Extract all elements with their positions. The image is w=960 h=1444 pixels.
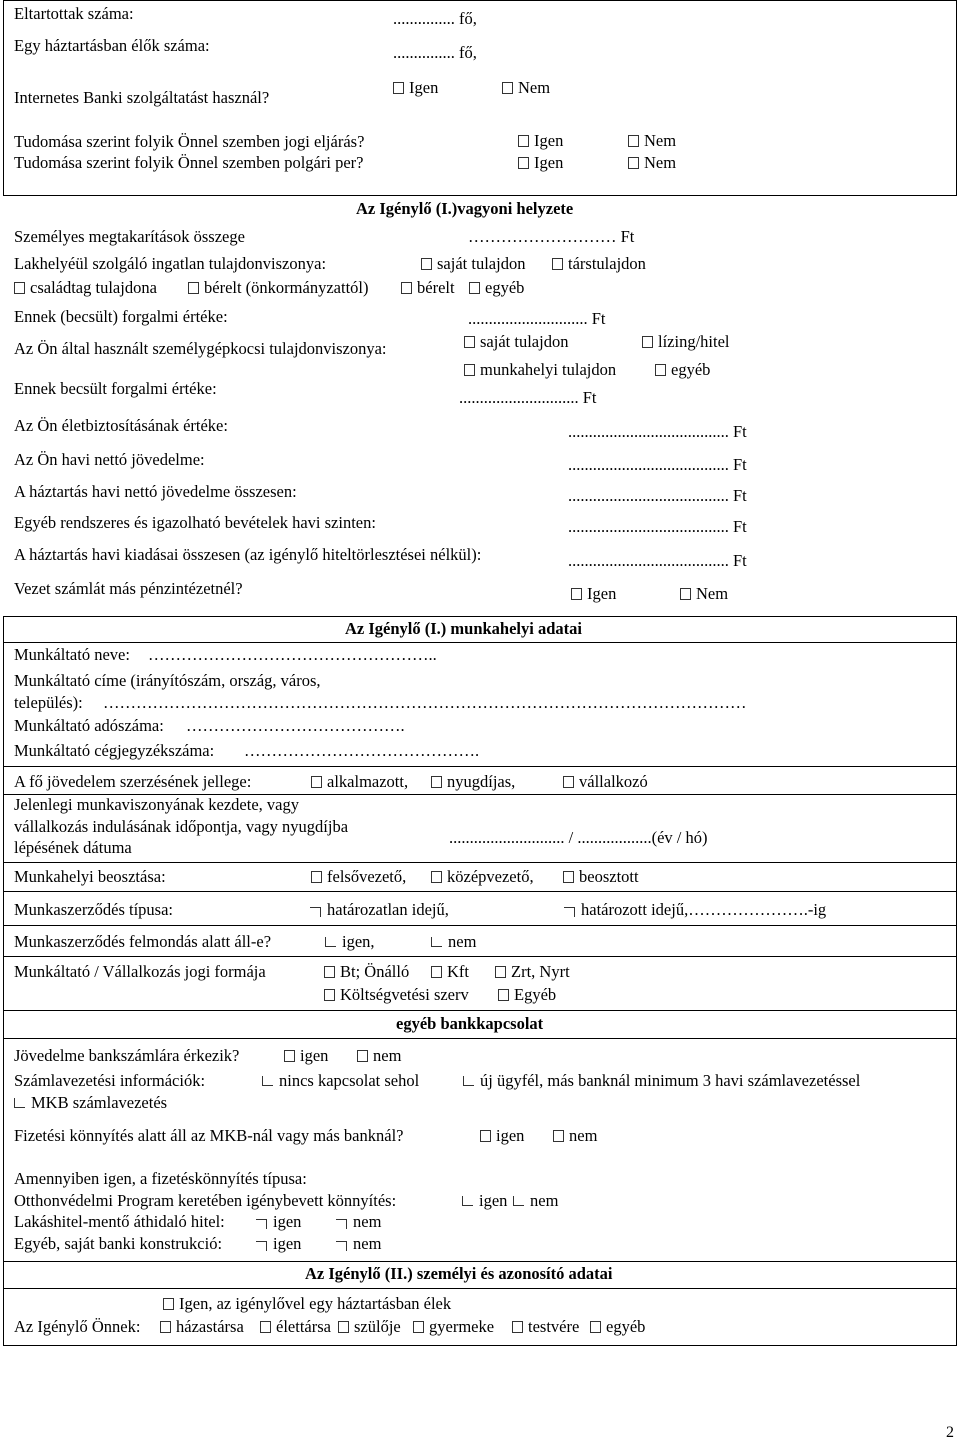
checkbox-icon xyxy=(256,1241,267,1251)
civil-case-yes[interactable]: Igen xyxy=(518,153,563,173)
notice-yes-option[interactable]: igen, xyxy=(325,932,375,952)
mortgage-rescue-no[interactable]: nem xyxy=(336,1212,381,1232)
checkbox-icon xyxy=(262,1076,273,1086)
checkbox-icon xyxy=(680,588,691,600)
household-income-field[interactable]: ....................................... Ft xyxy=(568,486,747,505)
mortgage-rescue-label: Lakáshitel-mentő áthidaló hitel: xyxy=(14,1212,225,1231)
checkbox-icon xyxy=(512,1321,523,1333)
checkbox-icon xyxy=(518,157,529,169)
own-construct-yes[interactable]: igen xyxy=(256,1234,301,1254)
checkbox-icon xyxy=(469,282,480,294)
car-own-option[interactable]: saját tulajdon xyxy=(464,332,568,352)
income-account-yes[interactable]: igen xyxy=(284,1046,328,1066)
checkbox-icon xyxy=(518,135,529,147)
start-date-label-2: vállalkozás indulásának időpontja, vagy nyugdíjba xyxy=(14,817,349,836)
checkbox-icon xyxy=(513,1196,524,1206)
home-rented-gov-option[interactable]: bérelt (önkormányzattól) xyxy=(188,278,368,298)
divider xyxy=(3,862,957,863)
checkbox-icon xyxy=(14,1098,25,1108)
life-insurance-field[interactable]: ....................................... Ft xyxy=(568,422,747,441)
checkbox-icon xyxy=(498,989,509,1001)
checkbox-icon xyxy=(431,776,442,788)
checkbox-icon xyxy=(14,282,25,294)
notice-no-option[interactable]: nem xyxy=(431,932,476,952)
car-value-field[interactable]: ............................. Ft xyxy=(459,388,597,407)
contract-type-label: Munkaszerződés típusa: xyxy=(14,900,173,919)
page-number: 2 xyxy=(946,1424,954,1441)
checkbox-icon xyxy=(571,588,582,600)
legal-case-no[interactable]: Nem xyxy=(628,131,676,151)
household-count-value-field[interactable]: ............... fő, xyxy=(393,43,477,62)
checkbox-icon xyxy=(464,336,475,348)
internet-banking-yes[interactable]: Igen xyxy=(393,78,438,98)
checkbox-icon xyxy=(553,1130,564,1142)
relation-sibling-option[interactable]: testvére xyxy=(512,1317,579,1337)
checkbox-icon xyxy=(336,1219,347,1229)
employer-reg-label: Munkáltató cégjegyzékszáma: xyxy=(14,741,215,760)
home-own-option[interactable]: saját tulajdon xyxy=(421,254,525,274)
checkbox-icon xyxy=(324,989,335,1001)
checkbox-icon xyxy=(421,258,432,270)
checkbox-icon xyxy=(628,157,639,169)
checkbox-icon xyxy=(495,966,506,978)
relation-parent-option[interactable]: szülője xyxy=(338,1317,401,1337)
checkbox-icon xyxy=(564,907,575,917)
car-leasing-option[interactable]: lízing/hitel xyxy=(642,332,730,352)
checkbox-icon xyxy=(431,937,442,947)
divider xyxy=(3,956,957,957)
life-insurance-label: Az Ön életbiztosításának értéke: xyxy=(14,416,228,435)
savings-value-field[interactable]: ……………………… Ft xyxy=(468,227,635,246)
account-info-label: Számlavezetési információk: xyxy=(14,1071,206,1090)
income-pension-option[interactable]: nyugdíjas, xyxy=(431,772,515,792)
income-entrepreneur-option[interactable]: vállalkozó xyxy=(563,772,648,792)
dependents-value-field[interactable]: ............... fő, xyxy=(393,9,477,28)
checkbox-icon xyxy=(552,258,563,270)
legal-form-zrt-option[interactable]: Zrt, Nyrt xyxy=(495,962,570,982)
assets-title: Az Igénylő (I.)vagyoni helyzete xyxy=(356,199,574,218)
checkbox-icon xyxy=(480,1130,491,1142)
other-bank-yes[interactable]: Igen xyxy=(571,584,616,604)
divider xyxy=(3,925,957,926)
car-ownership-label: Az Ön által használt személygépkocsi tulajdonviszonya: xyxy=(14,339,387,358)
household-income-label: A háztartás havi nettó jövedelme összesen: xyxy=(14,482,297,501)
checkbox-icon xyxy=(338,1321,349,1333)
checkbox-icon xyxy=(188,282,199,294)
monthly-income-label: Az Ön havi nettó jövedelme: xyxy=(14,450,205,469)
position-top-mgr-option[interactable]: felsővezető, xyxy=(311,867,406,887)
household-count-label: Egy háztartásban élők száma: xyxy=(14,36,210,55)
employer-tax-label: Munkáltató adószáma: xyxy=(14,716,164,735)
account-new-client-option[interactable]: új ügyfél, más banknál minimum 3 havi számlavezetéssel xyxy=(463,1071,860,1091)
payment-relief-yes[interactable]: igen xyxy=(480,1126,524,1146)
other-income-label: Egyéb rendszeres és igazolható bevételek havi szinten: xyxy=(14,513,376,532)
checkbox-icon xyxy=(325,937,336,947)
checkbox-icon xyxy=(311,871,322,883)
checkbox-icon xyxy=(431,871,442,883)
mortgage-rescue-yes[interactable]: igen xyxy=(256,1212,301,1232)
checkbox-icon xyxy=(642,336,653,348)
checkbox-icon xyxy=(160,1321,171,1333)
checkbox-icon xyxy=(502,82,513,94)
bank-title: egyéb bankkapcsolat xyxy=(396,1014,544,1033)
market-value-field[interactable]: ............................. Ft xyxy=(468,309,606,328)
checkbox-icon xyxy=(357,1050,368,1062)
relation-label: Az Igénylő Önnek: xyxy=(14,1317,141,1336)
legal-form-budget-option[interactable]: Költségvetési szerv xyxy=(324,985,469,1005)
account-no-relation-option[interactable]: nincs kapcsolat sehol xyxy=(262,1071,419,1091)
notice-label: Munkaszerződés felmondás alatt áll-e? xyxy=(14,932,272,951)
start-date-label-1: Jelenlegi munkaviszonyának kezdete, vagy xyxy=(14,795,299,814)
same-household-option[interactable]: Igen, az igénylővel egy háztartásban élek xyxy=(163,1294,451,1314)
other-income-field[interactable]: ....................................... Ft xyxy=(568,517,747,536)
payment-relief-label: Fizetési könnyítés alatt áll az MKB-nál vagy más banknál? xyxy=(14,1126,404,1145)
checkbox-icon xyxy=(462,1196,473,1206)
employer-tax-field[interactable]: …………………………………. xyxy=(186,716,405,735)
employer-address-field[interactable]: ……………………………………………………………………………………………………… xyxy=(103,693,747,712)
checkbox-icon xyxy=(284,1050,295,1062)
checkbox-icon xyxy=(563,871,574,883)
car-company-option[interactable]: munkahelyi tulajdon xyxy=(464,360,616,380)
home-protection-label: Otthonvédelmi Program keretében igénybevett könnyítés: xyxy=(14,1191,397,1210)
legal-form-bt-option[interactable]: Bt; Önálló xyxy=(324,962,409,982)
checkbox-icon xyxy=(590,1321,601,1333)
car-other-option[interactable]: egyéb xyxy=(655,360,710,380)
legal-form-other-option[interactable]: Egyéb xyxy=(498,985,556,1005)
other-bank-label: Vezet számlát más pénzintézetnél? xyxy=(14,579,243,598)
internet-banking-no[interactable]: Nem xyxy=(502,78,550,98)
divider xyxy=(3,1038,957,1039)
household-expense-label: A háztartás havi kiadásai összesen (az igénylő hiteltörlesztései nélkül): xyxy=(14,545,482,564)
checkbox-icon xyxy=(628,135,639,147)
relief-type-label: Amennyiben igen, a fizetéskönnyítés típusa: xyxy=(14,1169,307,1188)
divider xyxy=(3,1288,957,1289)
account-mkb-option[interactable]: MKB számlavezetés xyxy=(14,1093,167,1113)
home-co-own-option[interactable]: társtulajdon xyxy=(552,254,646,274)
employer-reg-field[interactable]: ……………………………………. xyxy=(244,741,480,760)
position-staff-option[interactable]: beosztott xyxy=(563,867,639,887)
start-date-label-3: lépésének dátuma xyxy=(14,838,132,857)
payment-relief-no[interactable]: nem xyxy=(553,1126,597,1146)
contract-indefinite-option[interactable]: határozatlan idejű, xyxy=(310,900,449,920)
checkbox-icon xyxy=(393,82,404,94)
checkbox-icon xyxy=(256,1219,267,1229)
employer-address-label-2: település): xyxy=(14,693,83,712)
relation-child-option[interactable]: gyermeke xyxy=(413,1317,494,1337)
checkbox-icon xyxy=(563,776,574,788)
monthly-income-field[interactable]: ....................................... Ft xyxy=(568,455,747,474)
checkbox-icon xyxy=(655,364,666,376)
personal-title: Az Igénylő (II.) személyi és azonosító adatai xyxy=(305,1264,613,1283)
checkbox-icon xyxy=(163,1298,174,1310)
home-protection-yes[interactable]: igen xyxy=(462,1191,507,1211)
internet-banking-label: Internetes Banki szolgáltatást használ? xyxy=(14,88,270,107)
checkbox-icon xyxy=(401,282,412,294)
checkbox-icon xyxy=(324,966,335,978)
own-construct-label: Egyéb, saját banki konstrukció: xyxy=(14,1234,223,1253)
employer-name-field[interactable]: …………………………………………….. xyxy=(148,645,437,664)
legal-form-kft-option[interactable]: Kft xyxy=(431,962,469,982)
divider xyxy=(3,1261,957,1262)
home-rented-option[interactable]: bérelt xyxy=(401,278,455,298)
market-value-label: Ennek (becsült) forgalmi értéke: xyxy=(14,307,228,326)
contract-definite-option[interactable]: határozott idejű,………………….-ig xyxy=(564,900,826,920)
employer-address-label-1: Munkáltató címe (irányítószám, ország, város, xyxy=(14,671,321,690)
income-type-label: A fő jövedelem szerzésének jellege: xyxy=(14,772,252,791)
dependents-label: Eltartottak száma: xyxy=(14,4,134,23)
divider xyxy=(3,1010,957,1011)
home-protection-no[interactable]: nem xyxy=(513,1191,558,1211)
legal-form-label: Munkáltató / Vállalkozás jogi formája xyxy=(14,962,266,981)
relation-partner-option[interactable]: élettársa xyxy=(260,1317,331,1337)
divider xyxy=(3,766,957,767)
checkbox-icon xyxy=(431,966,442,978)
position-label: Munkahelyi beosztása: xyxy=(14,867,166,886)
relation-spouse-option[interactable]: házastársa xyxy=(160,1317,244,1337)
checkbox-icon xyxy=(310,907,321,917)
position-mid-mgr-option[interactable]: középvezető, xyxy=(431,867,534,887)
divider xyxy=(3,891,957,892)
home-other-option[interactable]: egyéb xyxy=(469,278,524,298)
checkbox-icon xyxy=(336,1241,347,1251)
home-family-option[interactable]: családtag tulajdona xyxy=(14,278,157,298)
checkbox-icon xyxy=(311,776,322,788)
own-construct-no[interactable]: nem xyxy=(336,1234,381,1254)
employer-name-label: Munkáltató neve: xyxy=(14,645,130,664)
income-account-label: Jövedelme bankszámlára érkezik? xyxy=(14,1046,240,1065)
relation-other-option[interactable]: egyéb xyxy=(590,1317,645,1337)
civil-case-no[interactable]: Nem xyxy=(628,153,676,173)
civil-case-label: Tudomása szerint folyik Önnel szemben polgári per? xyxy=(14,153,364,172)
checkbox-icon xyxy=(463,1076,474,1086)
legal-case-label: Tudomása szerint folyik Önnel szemben jogi eljárás? xyxy=(14,132,365,151)
start-date-field[interactable]: ............................ / ..................(év / hó) xyxy=(449,828,708,847)
car-value-label: Ennek becsült forgalmi értéke: xyxy=(14,379,217,398)
checkbox-icon xyxy=(413,1321,424,1333)
legal-case-yes[interactable]: Igen xyxy=(518,131,563,151)
savings-label: Személyes megtakarítások összege xyxy=(14,227,245,246)
income-employee-option[interactable]: alkalmazott, xyxy=(311,772,408,792)
checkbox-icon xyxy=(464,364,475,376)
checkbox-icon xyxy=(260,1321,271,1333)
household-expense-field[interactable]: ....................................... Ft xyxy=(568,551,747,570)
employer-title: Az Igénylő (I.) munkahelyi adatai xyxy=(345,619,582,638)
divider xyxy=(3,642,957,643)
income-account-no[interactable]: nem xyxy=(357,1046,401,1066)
home-ownership-label: Lakhelyéül szolgáló ingatlan tulajdonviszonya: xyxy=(14,254,327,273)
other-bank-no[interactable]: Nem xyxy=(680,584,728,604)
